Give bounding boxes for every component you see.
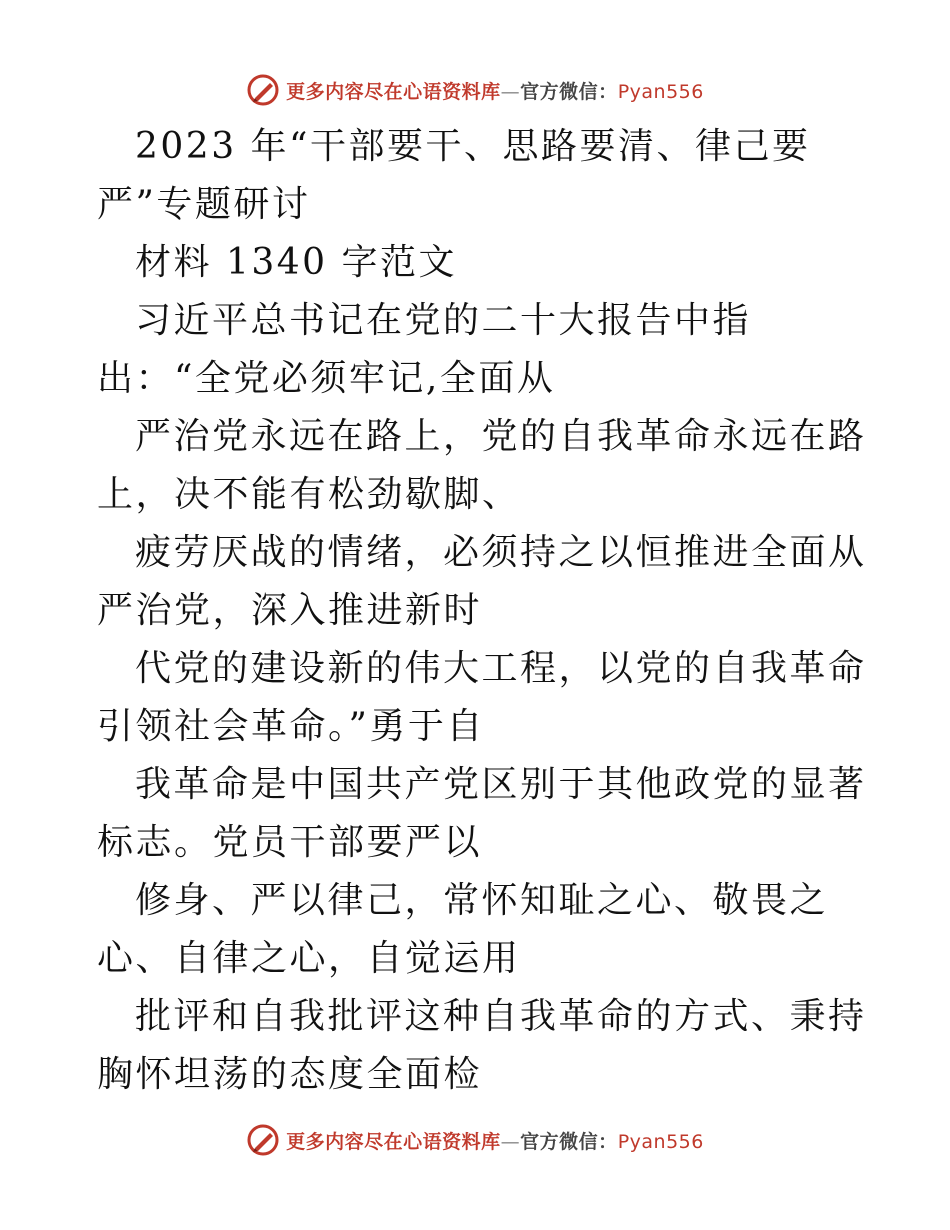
- paragraph-subtitle: 材料 1340 字范文: [135, 242, 458, 283]
- watermark-contact-label: 官方微信：: [520, 1130, 618, 1153]
- watermark-brand: 更多内容尽在心语资料库: [286, 80, 501, 103]
- paragraph: 严治党永远在路上，党的自我革命永远在路上，决不能有松劲歇脚、: [97, 416, 867, 515]
- paragraph: 疲劳厌战的情绪，必须持之以恒推进全面从严治党，深入推进新时: [97, 532, 867, 631]
- watermark-text: [286, 1127, 704, 1154]
- document-body: [97, 118, 867, 1104]
- watermark-contact-label: 官方微信：: [520, 80, 618, 103]
- watermark-separator: —: [500, 80, 521, 103]
- paragraph: 代党的建设新的伟大工程，以党的自我革命引领社会革命。”勇于自: [97, 648, 867, 747]
- watermark-contact-id: Pyan556: [617, 80, 704, 103]
- paragraph: 修身、严以律己，常怀知耻之心、敬畏之心、自律之心，自觉运用: [97, 880, 829, 979]
- watermark-contact-id: Pyan556: [617, 1130, 704, 1153]
- watermark-brand: 更多内容尽在心语资料库: [286, 1130, 501, 1153]
- watermark-text: [286, 77, 704, 104]
- paragraph: 习近平总书记在党的二十大报告中指出：“全党必须牢记,全面从: [97, 300, 752, 399]
- paragraph: 我革命是中国共产党区别于其他政党的显著标志。党员干部要严以: [97, 764, 867, 863]
- pen-seal-icon: [246, 73, 280, 107]
- watermark-separator: —: [500, 1130, 521, 1153]
- paragraph-title: 2023 年“干部要干、思路要清、律己要严”专题研讨: [97, 126, 811, 225]
- footer-watermark: [0, 1120, 950, 1160]
- pen-seal-icon: [246, 1123, 280, 1157]
- paragraph: 批评和自我批评这种自我革命的方式、秉持胸怀坦荡的态度全面检: [97, 996, 867, 1095]
- header-watermark: [0, 70, 950, 110]
